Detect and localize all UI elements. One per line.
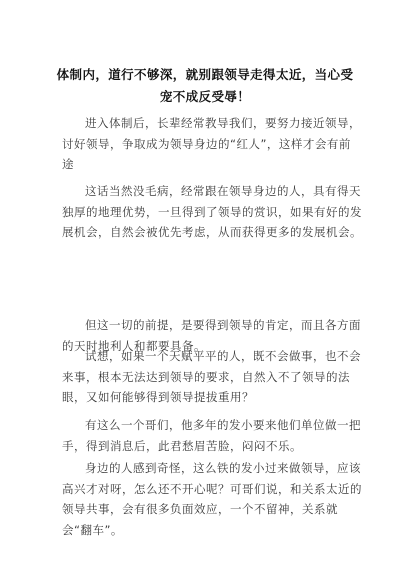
paragraph-5: 有这么一个哥们，他多年的发小要来他们单位做一把手，得到消息后，此君愁眉苦脸，闷闷不乐。	[62, 418, 361, 453]
paragraph-2: 这话当然没毛病，经常跟在领导身边的人，具有得天独厚的地理优势，一旦得到了领导的赏识，如果有好的发展机会，自然会被优先考虑，从而获得更多的发展机会。	[62, 184, 362, 239]
document-title: 体制内，道行不够深，就别跟领导走得太近，当心受宠不成反受辱！	[56, 67, 354, 104]
paragraph-6: 身边的人感到奇怪，这么铁的发小过来做领导，应该高兴才对呀，怎么还不开心呢？可哥们说，和关系太近的领导共事，会有很多负面效应，一个不留神，关系就会“翻车”。	[62, 461, 362, 537]
paragraph-3: 但这一切的前提，是要得到领导的肯定，而且各方面的天时地利人和都要具备。	[62, 318, 361, 353]
paragraph-4: 试想，如果一个天赋平平的人，既不会做事，也不会来事，根本无法达到领导的要求，自然入不了领导的法眼，又如何能够得到领导提拔重用？	[62, 349, 361, 404]
paragraph-1: 进入体制后，长辈经常教导我们，要努力接近领导，讨好领导，争取成为领导身边的“红人”，这样才会有前途	[62, 116, 361, 171]
